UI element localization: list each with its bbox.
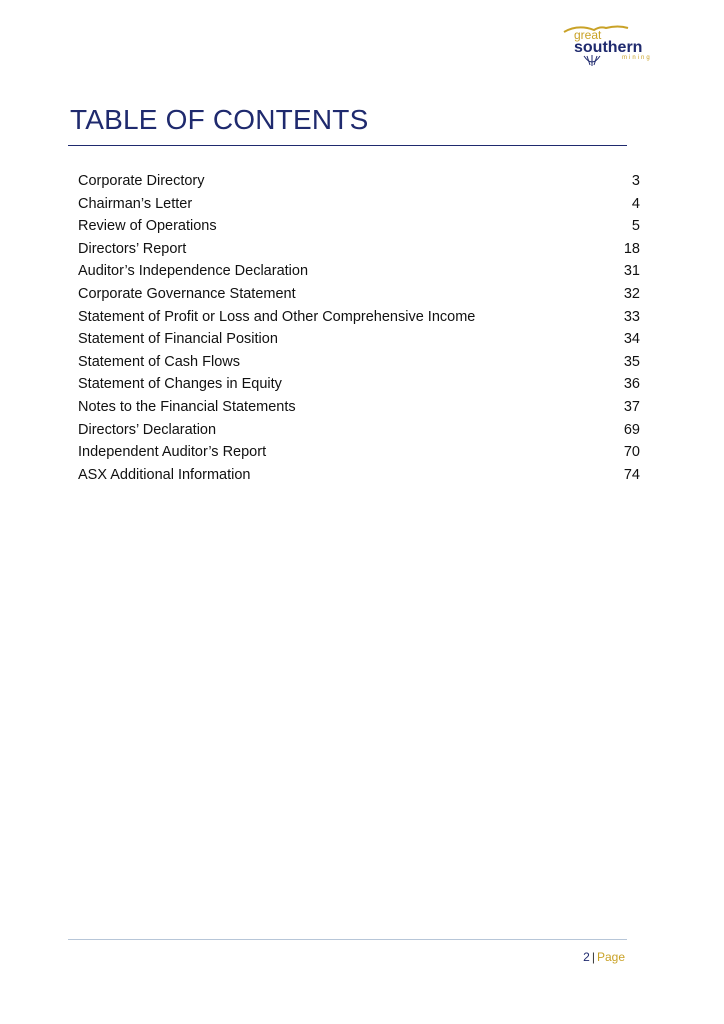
- toc-entry[interactable]: [78, 260, 640, 283]
- company-logo: [560, 22, 672, 70]
- logo-word-mining: mining: [622, 55, 652, 61]
- toc-entry-page: 69: [623, 421, 640, 438]
- toc-entry-title: Statement of Changes in Equity: [78, 376, 282, 393]
- footer-separator: |: [591, 950, 595, 964]
- toc-entry-title: Review of Operations: [78, 218, 217, 235]
- toc-entry-title: Chairman’s Letter: [78, 195, 193, 212]
- title-underline: [68, 145, 627, 146]
- toc-entry[interactable]: [78, 193, 640, 216]
- toc-entry-title: Notes to the Financial Statements: [78, 398, 296, 415]
- toc-entry[interactable]: [78, 170, 640, 193]
- page-label: Page: [596, 950, 625, 964]
- toc-entry[interactable]: [78, 373, 640, 396]
- toc-entry-page: 36: [623, 376, 640, 393]
- toc-entry-page: 31: [623, 263, 640, 280]
- toc-entry-title: Auditor’s Independence Declaration: [78, 263, 309, 280]
- logo-word-southern: southern: [574, 39, 643, 56]
- toc-entry-page: 35: [623, 353, 640, 370]
- table-of-contents: [78, 170, 640, 486]
- toc-entry-title: Statement of Cash Flows: [78, 353, 240, 370]
- toc-entry-page: 3: [631, 173, 640, 189]
- toc-entry[interactable]: [78, 441, 640, 464]
- toc-entry[interactable]: [78, 238, 640, 261]
- toc-entry-page: 34: [623, 331, 640, 348]
- toc-entry-page: 5: [631, 218, 640, 235]
- toc-entry[interactable]: [78, 306, 640, 329]
- toc-entry-page: 70: [623, 444, 640, 461]
- page-number: 2: [583, 950, 590, 964]
- toc-entry-page: 74: [623, 466, 640, 483]
- toc-entry-page: 37: [623, 398, 640, 415]
- toc-entry-title: Directors’ Report: [78, 240, 187, 257]
- toc-entry[interactable]: [78, 215, 640, 238]
- logo-word-great: great: [574, 28, 602, 42]
- toc-entry-title: Independent Auditor’s Report: [78, 444, 267, 461]
- toc-entry-page: 33: [623, 308, 640, 325]
- toc-entry-page: 18: [623, 240, 640, 257]
- toc-entry-title: Statement of Financial Position: [78, 331, 278, 348]
- toc-entry[interactable]: [78, 464, 640, 487]
- toc-entry[interactable]: [78, 396, 640, 419]
- toc-entry[interactable]: [78, 351, 640, 374]
- toc-entry[interactable]: [78, 283, 640, 306]
- toc-entry[interactable]: [78, 419, 640, 442]
- toc-entry-page: 32: [623, 285, 640, 302]
- toc-entry-title: Statement of Profit or Loss and Other Comprehensive Income: [78, 308, 476, 325]
- toc-entry-page: 4: [631, 195, 640, 212]
- toc-entry-title: Corporate Directory: [78, 173, 205, 189]
- toc-entry-title: Corporate Governance Statement: [78, 285, 296, 302]
- toc-entry-title: ASX Additional Information: [78, 466, 251, 483]
- page-title: TABLE OF CONTENTS: [70, 104, 369, 135]
- great-southern-mining-logo: [560, 22, 672, 70]
- page-footer: [583, 949, 625, 965]
- toc-entry-title: Directors’ Declaration: [78, 421, 217, 438]
- footer-divider: [68, 939, 627, 940]
- toc-entry[interactable]: [78, 328, 640, 351]
